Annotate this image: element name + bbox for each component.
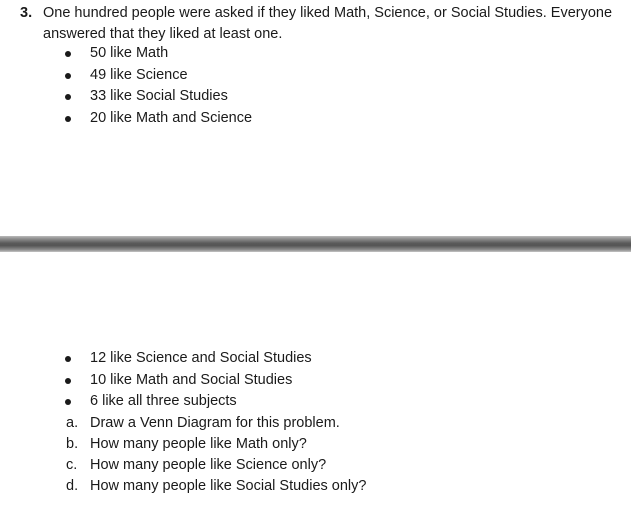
question-item [66, 434, 366, 455]
question-text: How many people like Math only? [90, 436, 307, 452]
bullet-icon [65, 73, 71, 79]
question-item [66, 455, 366, 476]
question-item [66, 476, 366, 497]
list-item [65, 86, 252, 108]
question-letter: d. [66, 478, 79, 494]
facts-list-top [65, 43, 252, 129]
question-item [66, 413, 366, 434]
fact-text: 12 like Science and Social Studies [90, 350, 312, 366]
bullet-icon [65, 356, 71, 362]
problem-text-line-1: One hundred people were asked if they liked Math, Science, or Social Studies. Everyone [43, 5, 613, 21]
list-item [65, 348, 312, 370]
bullet-icon [65, 399, 71, 405]
list-item [65, 43, 252, 65]
list-item [65, 391, 312, 413]
fact-text: 50 like Math [90, 45, 169, 61]
question-letter: b. [66, 436, 79, 452]
question-letter: a. [66, 415, 79, 431]
list-item [65, 108, 252, 130]
fact-text: 20 like Math and Science [90, 109, 253, 126]
question-text: How many people like Science only? [90, 457, 327, 473]
bullet-icon [65, 116, 71, 122]
problem-number: 3. [20, 5, 33, 21]
fact-text: 10 like Math and Social Studies [90, 371, 293, 388]
bullet-icon [65, 51, 71, 57]
list-item [65, 370, 312, 392]
question-text: Draw a Venn Diagram for this problem. [90, 415, 340, 431]
questions-list [66, 413, 366, 497]
bullet-icon [65, 94, 71, 100]
question-letter: c. [66, 457, 78, 473]
fact-text: 49 like Science [90, 66, 188, 83]
bullet-icon [65, 378, 71, 384]
fact-text: 33 like Social Studies [90, 88, 228, 104]
fact-text: 6 like all three subjects [90, 393, 237, 409]
facts-list-bottom [65, 348, 312, 413]
page-separator-bar [0, 236, 631, 252]
problem-text-line-2: answered that they liked at least one. [43, 26, 283, 42]
question-text: How many people like Social Studies only? [90, 478, 367, 494]
list-item [65, 65, 252, 87]
